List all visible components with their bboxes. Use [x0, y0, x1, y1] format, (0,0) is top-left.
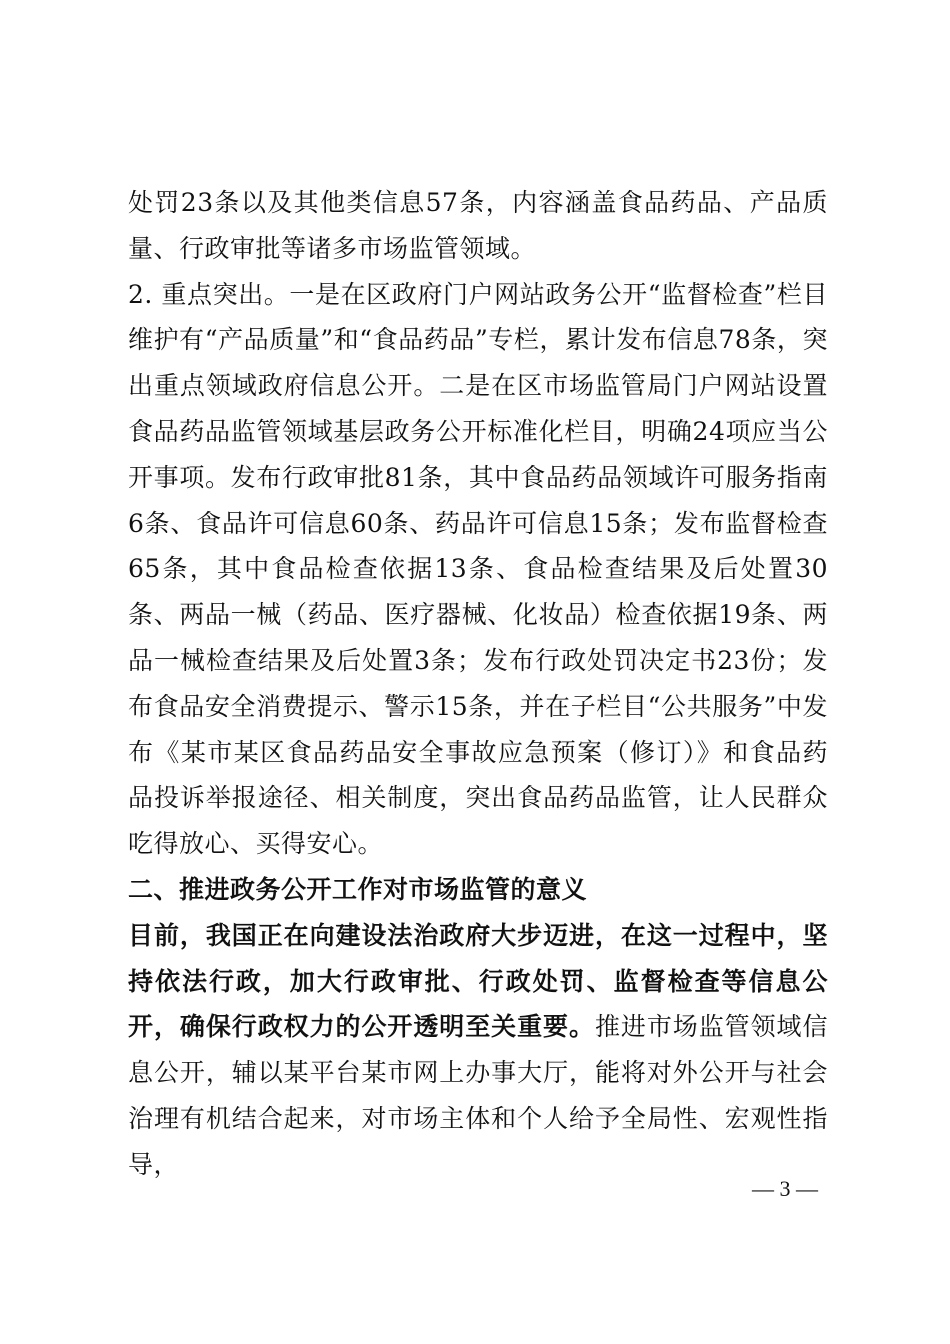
paragraph-significance — [128, 913, 828, 1188]
paragraph-text: 推进市场监管领域信息公开，辅以某平台某市网上办事大厅，能将对外公开与社会治理有机结合起来，对市场主体和个人给予全局性、宏观性指导， — [128, 1012, 828, 1179]
page-number: — 3 — — [752, 1176, 818, 1201]
emphasized-text: 目前，我国正在向建设法治政府大步迈进，在这一过程中，坚持依法行政，加大行政审批、行政处罚、监督检查等信息公开，确保行政权力的公开透明至关重要。 — [128, 920, 828, 1042]
section-heading: 二、推进政务公开工作对市场监管的意义 — [128, 874, 588, 904]
paragraph-continuation: 处罚23条以及其他类信息57条，内容涵盖食品药品、产品质量、行政审批等诸多市场监管领域。 — [128, 188, 828, 263]
paragraph-key-points: 2. 重点突出。一是在区政府门户网站政务公开“监督检查”栏目维护有“产品质量”和“食品药品”专栏，累计发布信息78条，突出重点领域政府信息公开。二是在区市场监管局门户网站设置食品药品监管领域基层政务公开标准化栏目，明确24项应当公开事项。发布行政审批81条，其中食品药品领域许可服务指南6条、食品许可信息60条、药品许可信息15条；发布监督检查65条，其中食品检查依据13条、食品检查结果及后处置30条、两品一械（药品、医疗器械、化妆品）检查依据19条、两品一械检查结果及后处置3条；发布行政处罚决定书23份；发布食品安全消费提示、警示15条，并在子栏目“公共服务”中发布《某市某区食品药品安全事故应急预案（修订）》和食品药品投诉举报途径、相关制度，突出食品药品监管，让人民群众吃得放心、买得安心。 — [128, 279, 828, 859]
document-body — [128, 180, 828, 1188]
